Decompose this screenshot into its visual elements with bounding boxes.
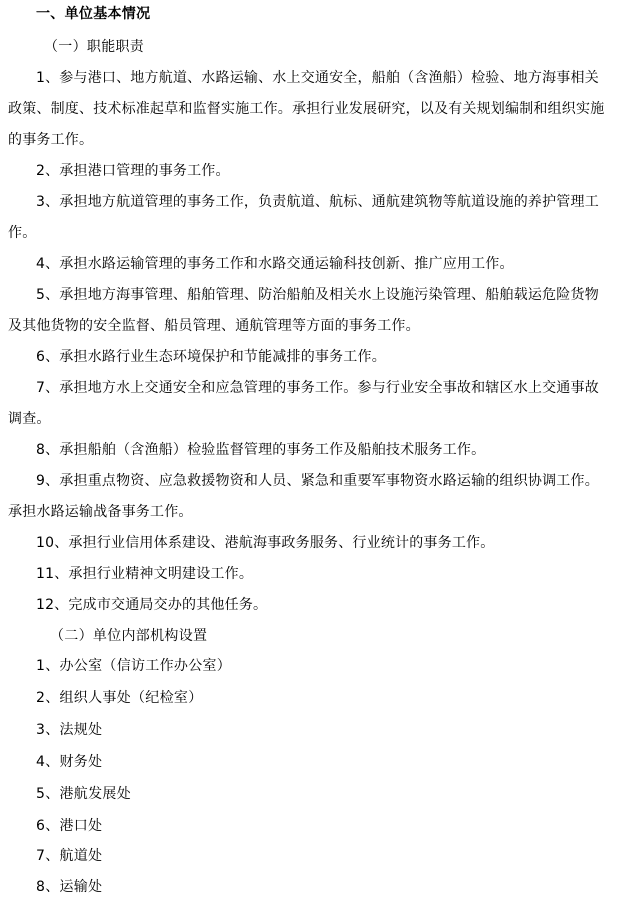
- duty-item-3: 3、承担地方航道管理的事务工作，负责航道、航标、通航建筑物等航道设施的养护管理工作。: [8, 194, 599, 241]
- duty-item-12: 12、完成市交通局交办的其他任务。: [36, 597, 268, 613]
- duty-item-5: 5、承担地方海事管理、船舶管理、防治船舶及相关水上设施污染管理、船舶载运危险货物及其他货物的安全监督、船员管理、通航管理等方面的事务工作。: [8, 287, 599, 334]
- structure-item-4: 4、财务处: [36, 754, 103, 770]
- duty-item-9: 9、承担重点物资、应急救援物资和人员、紧急和重要军事物资水路运输的组织协调工作。承担水路运输战备事务工作。: [8, 473, 599, 520]
- structure-item-3: 3、法规处: [36, 722, 103, 738]
- duty-item-11: 11、承担行业精神文明建设工作。: [36, 566, 254, 582]
- duties-heading: （一）职能职责: [44, 39, 145, 55]
- structure-item-5: 5、港航发展处: [36, 786, 132, 802]
- duty-item-10: 10、承担行业信用体系建设、港航海事政务服务、行业统计的事务工作。: [36, 535, 495, 551]
- duty-item-8: 8、承担船舶（含渔船）检验监督管理的事务工作及船舶技术服务工作。: [36, 442, 486, 458]
- duty-item-7: 7、承担地方水上交通安全和应急管理的事务工作。参与行业安全事故和辖区水上交通事故调查。: [8, 380, 599, 427]
- structure-item-1: 1、办公室（信访工作办公室）: [36, 658, 232, 674]
- structure-item-7: 7、航道处: [36, 848, 103, 864]
- duty-item-4: 4、承担水路运输管理的事务工作和水路交通运输科技创新、推广应用工作。: [36, 256, 514, 272]
- structure-item-6: 6、港口处: [36, 818, 103, 834]
- structure-heading: （二）单位内部机构设置: [50, 628, 208, 644]
- section-title: 一、单位基本情况: [36, 6, 151, 22]
- duty-item-1: 1、参与港口、地方航道、水路运输、水上交通安全，船舶（含渔船）检验、地方海事相关政策、制度、技术标准起草和监督实施工作。承担行业发展研究，以及有关规划编制和组织实施的事务工作。: [8, 70, 605, 148]
- structure-item-2: 2、组织人事处（纪检室）: [36, 690, 203, 706]
- duty-item-2: 2、承担港口管理的事务工作。: [36, 163, 230, 179]
- structure-item-8: 8、运输处: [36, 879, 103, 895]
- duty-item-6: 6、承担水路行业生态环境保护和节能减排的事务工作。: [36, 349, 386, 365]
